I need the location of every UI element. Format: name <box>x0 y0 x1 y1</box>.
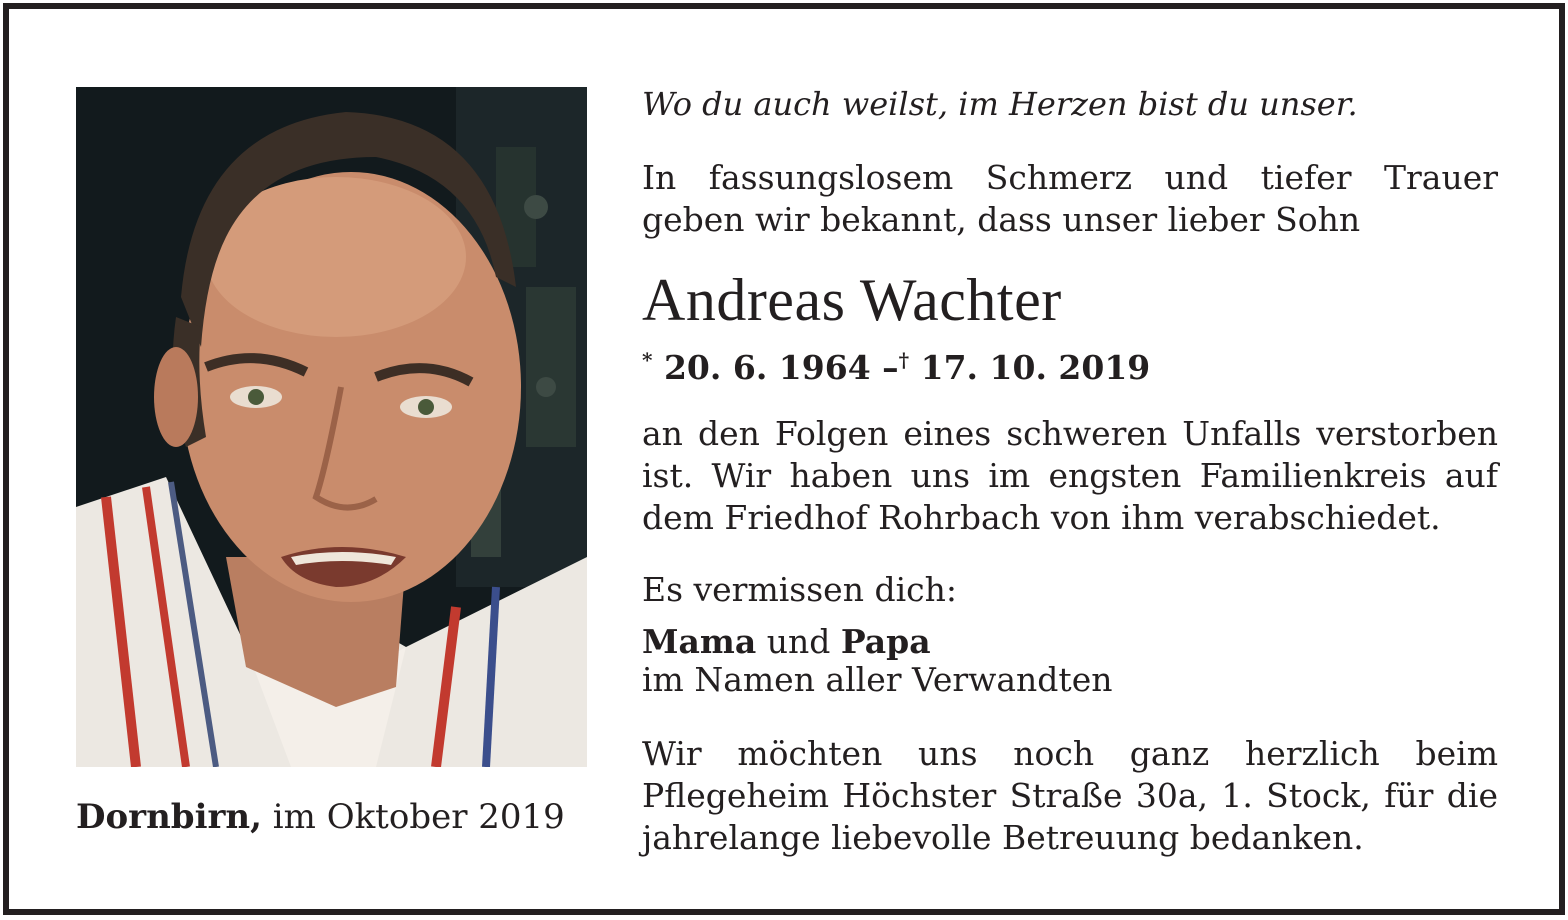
missed-label: Es vermissen dich: <box>642 570 957 609</box>
and-word: und <box>766 622 831 661</box>
parents-line <box>642 621 931 663</box>
portrait-illustration <box>76 87 587 767</box>
date-dash: – <box>882 348 899 387</box>
death-symbol: † <box>898 348 910 372</box>
deceased-name: Andreas Wachter <box>642 267 1062 333</box>
birth-symbol: * <box>642 348 653 372</box>
papa: Papa <box>840 622 931 661</box>
life-dates <box>642 339 1150 389</box>
body-paragraph: an den Folgen eines schweren Unfalls verstorben ist. Wir haben uns im engsten Familienkreis auf dem Friedhof Rohrbach von ihm verabschiedet. <box>642 414 1498 537</box>
motto: Wo du auch weilst, im Herzen bist du unser. <box>642 85 1358 123</box>
caption-place: Dornbirn, <box>76 797 262 837</box>
thanks-paragraph: Wir möchten uns noch ganz herzlich beim Pflegeheim Höchster Straße 30a, 1. Stock, für die jahrelange liebevolle Betreuung bedanken. <box>642 734 1498 857</box>
mama: Mama <box>642 622 757 661</box>
obituary-frame <box>3 3 1565 915</box>
death-date: 17. 10. 2019 <box>920 348 1151 387</box>
portrait-photo <box>76 87 587 767</box>
caption-date: im Oktober 2019 <box>272 797 565 837</box>
birth-date: 20. 6. 1964 <box>663 348 871 387</box>
caption <box>76 797 565 837</box>
relatives-line: im Namen aller Verwandten <box>642 660 1113 699</box>
intro-paragraph: In fassungslosem Schmerz und tiefer Trauer geben wir bekannt, dass unser lieber Sohn <box>642 158 1498 239</box>
